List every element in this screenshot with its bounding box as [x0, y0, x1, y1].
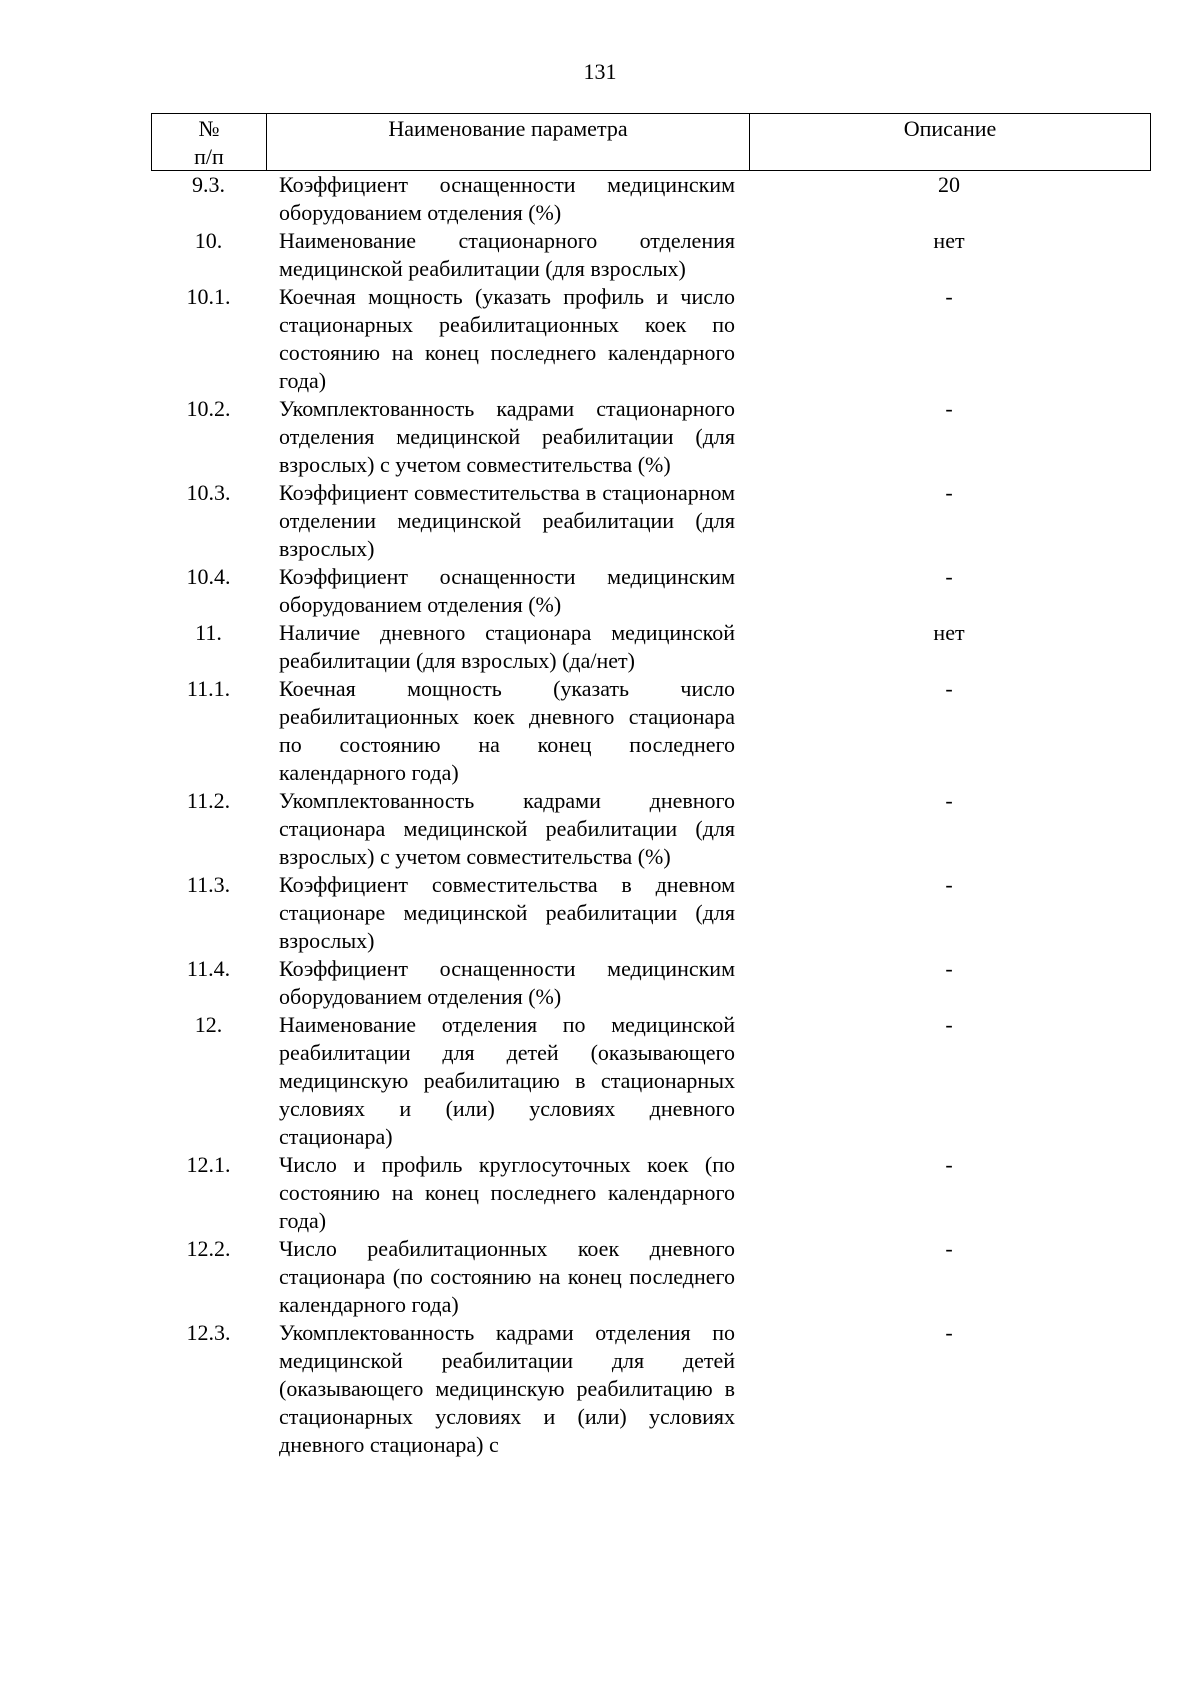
table-row [151, 283, 1151, 395]
row-description: - [945, 788, 953, 813]
table-row [151, 1151, 1151, 1235]
table-header [151, 113, 1151, 171]
table-row [151, 171, 1151, 227]
row-number: 9.3. [192, 172, 225, 197]
table-row [151, 675, 1151, 787]
row-number: 10. [194, 228, 223, 253]
row-description: - [945, 480, 953, 505]
row-description: нет [933, 620, 965, 645]
row-parameter-name: Коэффициент оснащенности медицинским оборудованием отделения (%) [279, 956, 735, 1009]
table-row [151, 395, 1151, 479]
row-parameter-name: Число реабилитационных коек дневного стационара (по состоянию на конец последнего календарного года) [279, 1236, 735, 1317]
row-description: 20 [938, 172, 960, 197]
row-parameter-name: Коечная мощность (указать профиль и число стационарных реабилитационных коек по состоянию на конец последнего календарного года) [279, 284, 735, 393]
header-cell-number [152, 114, 267, 170]
table-body [151, 171, 1151, 1459]
row-number: 10.2. [186, 396, 231, 421]
header-name-label: Наименование параметра [388, 116, 628, 141]
row-number: 10.3. [186, 480, 231, 505]
row-number: 12.2. [186, 1236, 231, 1261]
row-description: - [945, 1320, 953, 1345]
header-description-label: Описание [903, 116, 997, 141]
row-parameter-name: Коэффициент совместительства в дневном стационаре медицинской реабилитации (для взрослых) [279, 872, 735, 953]
header-cell-name [267, 114, 750, 170]
row-description: - [945, 396, 953, 421]
row-description: - [945, 564, 953, 589]
row-parameter-name: Коэффициент оснащенности медицинским оборудованием отделения (%) [279, 172, 735, 225]
row-number: 11.4. [186, 956, 231, 981]
table-row [151, 227, 1151, 283]
row-description: - [945, 1152, 953, 1177]
row-description: - [945, 1012, 953, 1037]
row-parameter-name: Укомплектованность кадрами отделения по медицинской реабилитации для детей (оказывающего медицинскую реабилитацию в стационарных условиях и (или) условиях дневного стационара) с [279, 1320, 735, 1457]
table-row [151, 1319, 1151, 1459]
row-description: - [945, 676, 953, 701]
row-description: - [945, 1236, 953, 1261]
table-row [151, 871, 1151, 955]
row-parameter-name: Число и профиль круглосуточных коек (по состоянию на конец последнего календарного года) [279, 1152, 735, 1233]
row-description: - [945, 956, 953, 981]
row-number: 11.3. [186, 872, 231, 897]
row-number: 12. [194, 1012, 223, 1037]
row-parameter-name: Наименование стационарного отделения медицинской реабилитации (для взрослых) [279, 228, 735, 281]
table-row [151, 479, 1151, 563]
page-number: 131 [583, 59, 617, 84]
table-row [151, 1235, 1151, 1319]
row-parameter-name: Укомплектованность кадрами дневного стационара медицинской реабилитации (для взрослых) с учетом совместительства (%) [279, 788, 735, 869]
row-number: 10.4. [186, 564, 231, 589]
row-parameter-name: Коэффициент оснащенности медицинским оборудованием отделения (%) [279, 564, 735, 617]
row-number: 10.1. [186, 284, 231, 309]
row-parameter-name: Укомплектованность кадрами стационарного отделения медицинской реабилитации (для взрослых) с учетом совместительства (%) [279, 396, 735, 477]
row-description: - [945, 284, 953, 309]
row-number: 11.2. [186, 788, 231, 813]
row-description: нет [933, 228, 965, 253]
row-number: 11.1. [186, 676, 231, 701]
row-number: 11. [195, 620, 222, 645]
header-number-label: № п/п [194, 116, 224, 169]
table-row [151, 1011, 1151, 1151]
row-description: - [945, 872, 953, 897]
header-cell-description [750, 114, 1150, 170]
row-parameter-name: Коэффициент совместительства в стационарном отделении медицинской реабилитации (для взрослых) [279, 480, 735, 561]
row-number: 12.1. [186, 1152, 231, 1177]
table-row [151, 955, 1151, 1011]
row-parameter-name: Наличие дневного стационара медицинской реабилитации (для взрослых) (да/нет) [279, 620, 735, 673]
row-parameter-name: Наименование отделения по медицинской реабилитации для детей (оказывающего медицинскую реабилитацию в стационарных условиях и (или) условиях дневного стационара) [279, 1012, 735, 1149]
table-row [151, 619, 1151, 675]
row-parameter-name: Коечная мощность (указать число реабилитационных коек дневного стационара по состоянию на конец последнего календарного года) [279, 676, 735, 785]
table-row [151, 787, 1151, 871]
table-row [151, 563, 1151, 619]
row-number: 12.3. [186, 1320, 231, 1345]
